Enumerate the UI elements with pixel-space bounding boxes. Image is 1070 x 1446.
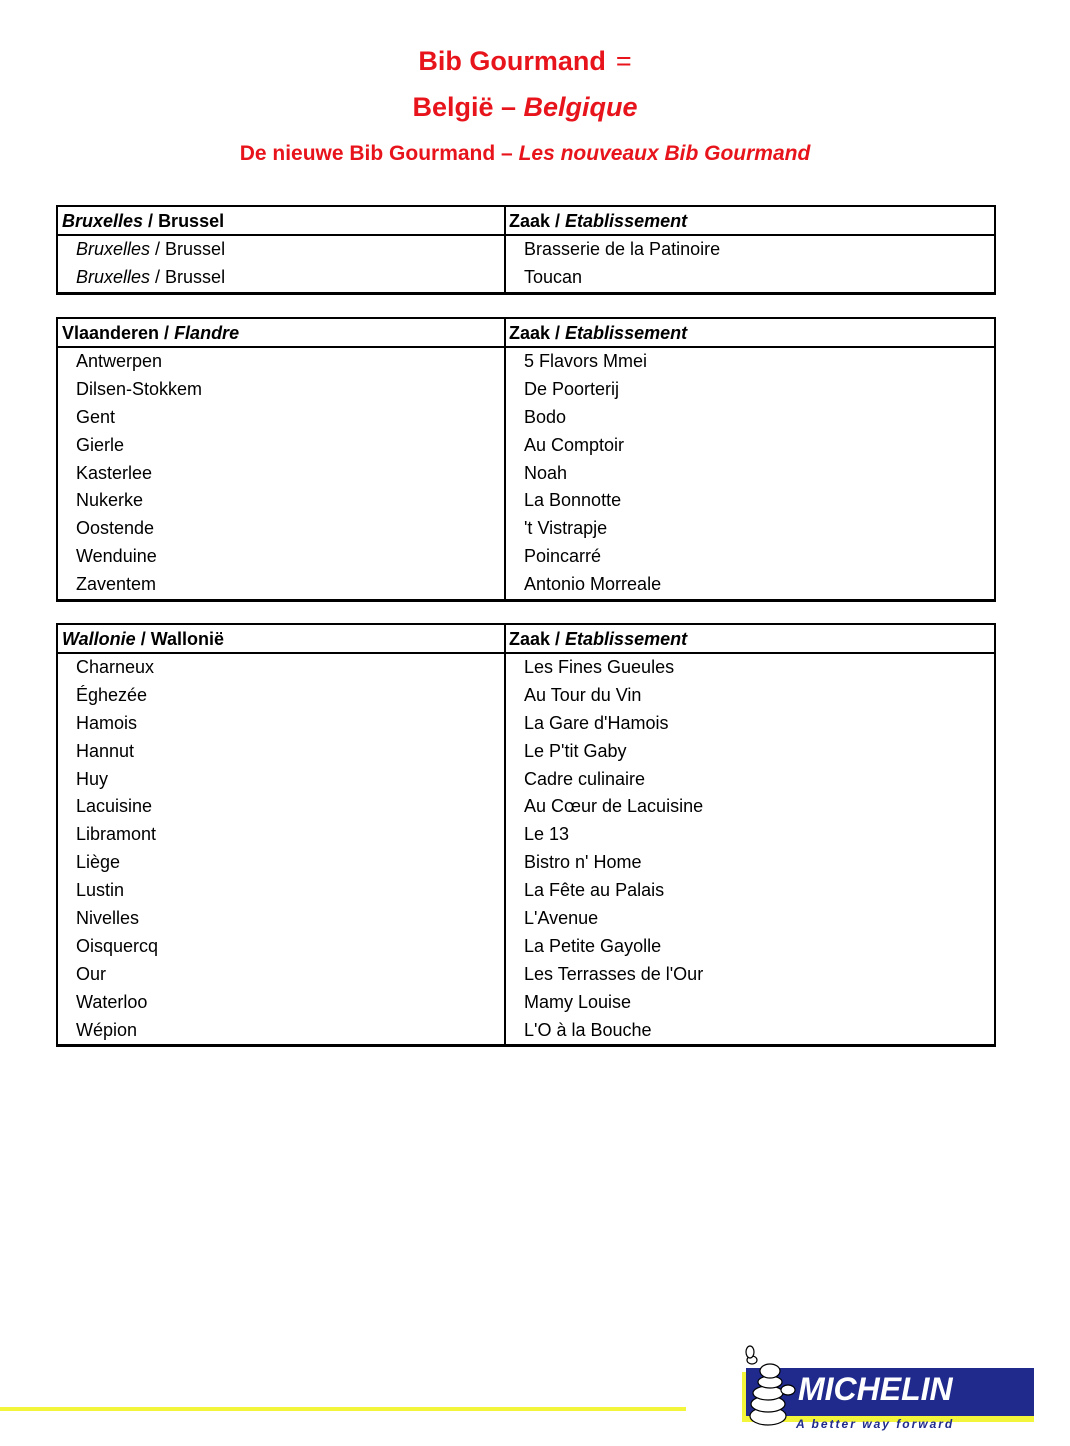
establishment-cell: 5 Flavors Mmei	[524, 351, 648, 371]
table-header	[58, 207, 994, 236]
table-row	[58, 989, 994, 1017]
city-cell: Éghezée	[76, 684, 148, 705]
establishment-cell: La Fête au Palais	[524, 880, 665, 901]
city-cell: Huy	[76, 768, 109, 789]
brussels-table	[56, 205, 996, 295]
country-separator: –	[493, 92, 524, 122]
table-row	[58, 404, 994, 432]
city-cell: Bruxelles / Brussel	[76, 239, 226, 259]
header-region: Wallonie / Wallonië	[62, 629, 225, 649]
city-cell: Gent	[76, 406, 116, 427]
establishment-cell: Brasserie de la Patinoire	[524, 239, 721, 259]
table-row	[58, 738, 994, 766]
city-cell: Hamois	[76, 712, 138, 733]
city-cell: Lacuisine	[76, 796, 153, 817]
city-cell: Wépion	[76, 1019, 138, 1040]
flanders-table	[56, 317, 996, 602]
wallonia-table	[56, 623, 996, 1047]
table-row	[58, 515, 994, 543]
city-cell: Oostende	[76, 518, 155, 539]
establishment-cell: Noah	[524, 462, 568, 483]
table-row	[58, 1017, 994, 1045]
table-row	[58, 571, 994, 599]
establishment-cell: Le 13	[524, 824, 570, 845]
establishment-cell: Poincarré	[524, 546, 602, 567]
title-equals-symbol: =	[615, 46, 632, 76]
establishment-cell: La Bonnotte	[524, 490, 622, 511]
table-header	[58, 625, 994, 654]
city-cell: Nukerke	[76, 490, 144, 511]
establishment-cell: Mamy Louise	[524, 991, 632, 1012]
table-row	[58, 654, 994, 682]
table-row	[58, 460, 994, 488]
city-cell: Waterloo	[76, 991, 148, 1012]
establishment-cell: Toucan	[524, 266, 583, 287]
city-cell: Libramont	[76, 824, 157, 845]
establishment-cell: L'Avenue	[524, 908, 599, 929]
logo-wordmark: MICHELIN	[798, 1371, 953, 1407]
establishment-cell: Au Tour du Vin	[524, 684, 642, 705]
city-cell: Bruxelles / Brussel	[76, 266, 226, 287]
table-row	[58, 766, 994, 794]
country-fr: Belgique	[523, 92, 638, 122]
table-row	[58, 682, 994, 710]
table-header	[58, 319, 994, 348]
header-establishment: Zaak / Etablissement	[509, 629, 688, 649]
establishment-cell: La Petite Gayolle	[524, 935, 662, 956]
table-row	[58, 432, 994, 460]
city-cell: Gierle	[76, 434, 125, 455]
header-region: Bruxelles / Brussel	[62, 211, 225, 231]
establishment-cell: 't Vistrapje	[524, 518, 608, 539]
header-region: Vlaanderen / Flandre	[62, 323, 240, 343]
table-row	[58, 264, 994, 292]
establishment-cell: La Gare d'Hamois	[524, 712, 669, 733]
table-row	[58, 905, 994, 933]
title-text: Bib Gourmand	[418, 46, 606, 76]
subtitle-fr: Les nouveaux Bib Gourmand	[518, 142, 811, 165]
city-cell: Antwerpen	[76, 351, 163, 371]
city-cell: Nivelles	[76, 908, 140, 929]
table-row	[58, 543, 994, 571]
header-establishment: Zaak / Etablissement	[509, 211, 688, 231]
logo-tagline: A better way forward	[796, 1417, 955, 1431]
establishment-cell: Bodo	[524, 406, 567, 427]
city-cell: Charneux	[76, 657, 155, 677]
table-row	[58, 821, 994, 849]
table-row	[58, 877, 994, 905]
table-row	[58, 793, 994, 821]
city-cell: Zaventem	[76, 574, 157, 595]
establishment-cell: Au Comptoir	[524, 434, 625, 455]
subtitle-separator: –	[495, 142, 519, 165]
establishment-cell: Antonio Morreale	[524, 574, 662, 595]
table-row	[58, 849, 994, 877]
city-cell: Oisquercq	[76, 935, 159, 956]
michelin-logo	[738, 1338, 1036, 1434]
city-cell: Wenduine	[76, 546, 157, 567]
country-nl: België	[412, 92, 494, 122]
city-cell: Dilsen-Stokkem	[76, 378, 203, 399]
table-row	[58, 348, 994, 376]
page-title	[0, 46, 1050, 77]
country-title	[0, 92, 1050, 123]
establishment-cell: Au Cœur de Lacuisine	[524, 796, 704, 817]
establishment-cell: De Poorterij	[524, 378, 620, 399]
establishment-cell: L'O à la Bouche	[524, 1019, 652, 1040]
establishment-cell: Les Fines Gueules	[524, 657, 675, 677]
city-cell: Liège	[76, 852, 121, 873]
table-row	[58, 710, 994, 738]
subtitle	[0, 142, 1050, 166]
table-row	[58, 376, 994, 404]
table-row	[58, 236, 994, 264]
establishment-cell: Les Terrasses de l'Our	[524, 963, 704, 984]
city-cell: Our	[76, 963, 107, 984]
footer-yellow-rule	[0, 1407, 686, 1411]
establishment-cell: Bistro n' Home	[524, 852, 642, 873]
header-establishment: Zaak / Etablissement	[509, 323, 688, 343]
establishment-cell: Le P'tit Gaby	[524, 740, 627, 761]
table-row	[58, 487, 994, 515]
city-cell: Lustin	[76, 880, 125, 901]
subtitle-nl: De nieuwe Bib Gourmand	[239, 142, 496, 165]
city-cell: Kasterlee	[76, 462, 153, 483]
establishment-cell: Cadre culinaire	[524, 768, 646, 789]
table-row	[58, 933, 994, 961]
city-cell: Hannut	[76, 740, 135, 761]
table-row	[58, 961, 994, 989]
